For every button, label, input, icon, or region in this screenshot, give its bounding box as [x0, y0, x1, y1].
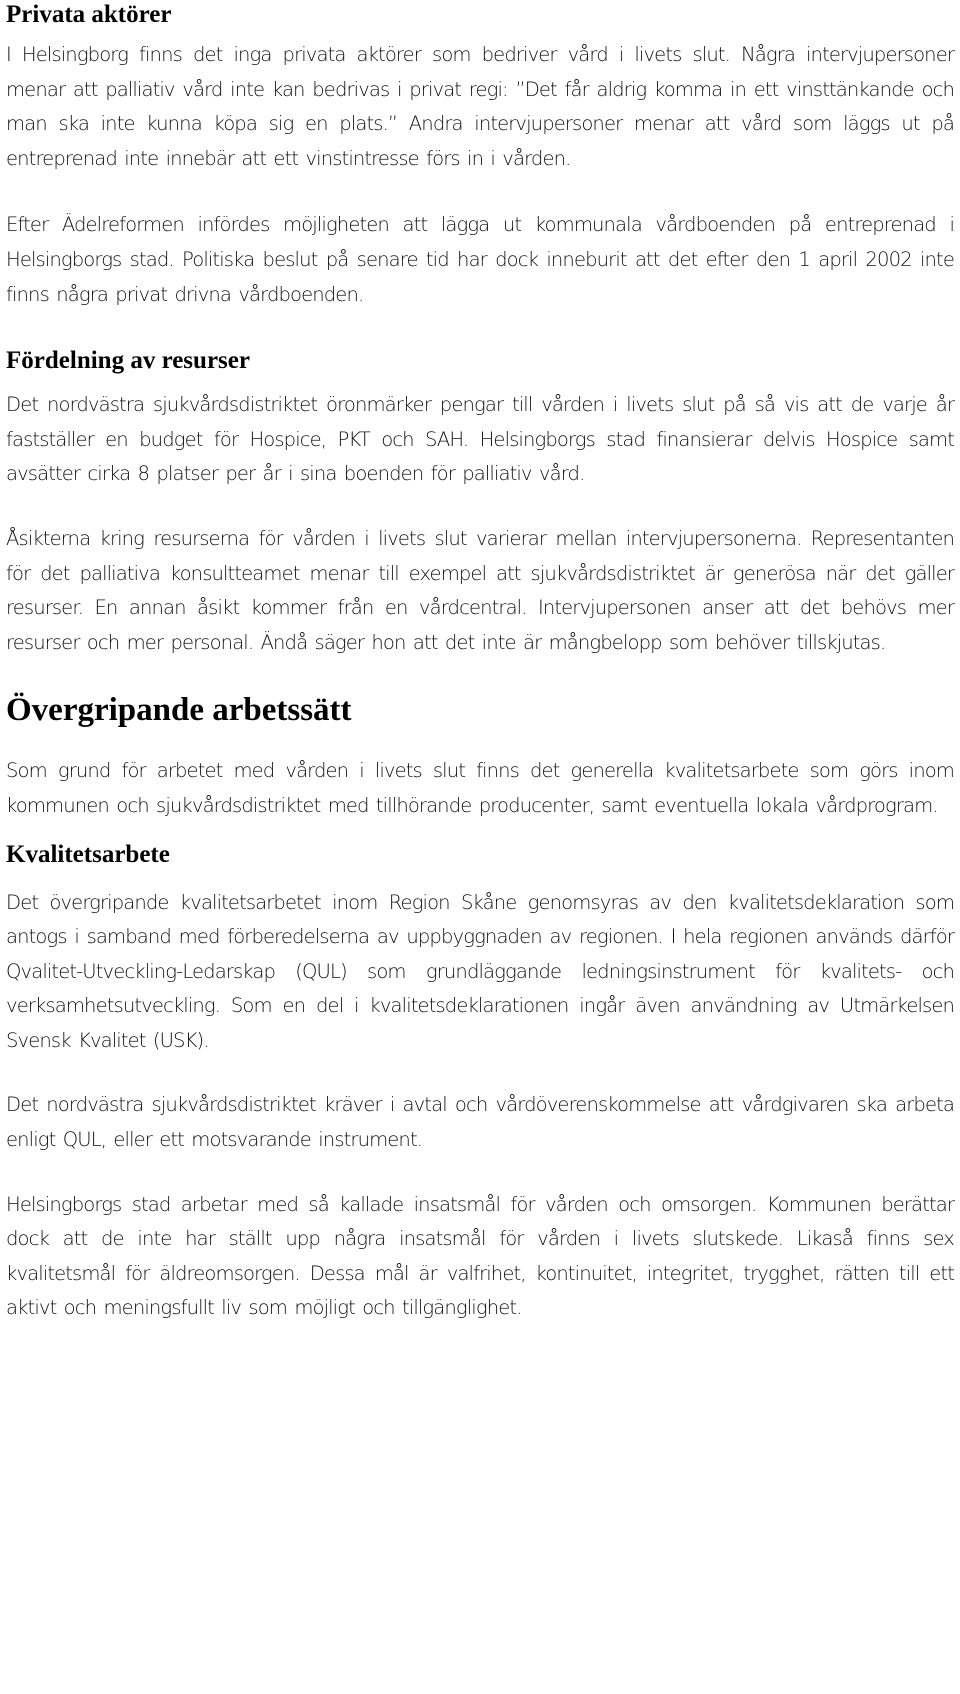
section-heading: Fördelning av resurser	[6, 347, 250, 375]
paragraph: Efter Ädelreformen infördes möjligheten att lägga ut kommunala vårdboenden på entreprenad i Helsingborgs stad. Politiska beslut på senare tid har dock inneburit att det efter den 1 april 2002 inte finns några privat drivna vårdboenden.	[6, 213, 954, 306]
section-kvalitetsarbete	[6, 840, 954, 1327]
section-heading: Kvalitetsarbete	[6, 840, 170, 868]
section-privata-aktorer	[6, 0, 954, 312]
section-fordelning-av-resurser	[6, 346, 954, 660]
paragraph: Helsingborgs stad arbetar med så kallade insatsmål för vården och omsorgen. Kommunen berättar dock att de inte har ställt upp några insatsmål för vården i livets slutskede. Likaså finns sex kvalitetsmål för äldreomsorgen. Dessa mål är valfrihet, kontinuitet, integritet, trygghet, rätten till ett aktivt och meningsfullt liv som möjligt och tillgänglighet.	[6, 1192, 954, 1320]
section-overgripande-arbetssatt	[6, 690, 954, 823]
section-heading: Privata aktörer	[6, 1, 172, 28]
paragraph: I Helsingborg finns det inga privata aktörer som bedriver vård i livets slut. Några intervjupersoner menar att palliativ vård inte kan bedrivas i privat regi: ”Det får aldrig komma in ett vinsttänkande och man ska inte kunna köpa sig en plats.” Andra intervjupersoner menar att vård som läggs ut på entreprenad inte innebär att ett vinstintresse förs in i vården.	[6, 43, 954, 170]
paragraph: Det övergripande kvalitetsarbetet inom Region Skåne genomsyras av den kvalitetsdeklaration som antogs i samband med förberedelserna av uppbyggnaden av regionen. I hela regionen används därför Qvalitet-Utveckling-Ledarskap (QUL) som grundläggande ledningsinstrument för kvalitets- och verksamhetsutveckling. Som en del i kvalitetsdeklarationen ingår även användning av Utmärkelsen Svensk Kvalitet (USK).	[6, 890, 954, 1052]
paragraph: Det nordvästra sjukvårdsdistriktet kräver i avtal och vårdöverenskommelse att vårdgivaren ska arbeta enligt QUL, eller ett motsvarande instrument.	[6, 1093, 954, 1152]
section-heading: Övergripande arbetssätt	[6, 692, 352, 729]
paragraph: Som grund för arbetet med vården i livets slut finns det generella kvalitetsarbete som görs inom kommunen och sjukvårdsdistriktet med tillhörande producenter, samt eventuella lokala vårdprogram.	[6, 759, 954, 817]
paragraph: Det nordvästra sjukvårdsdistriktet öronmärker pengar till vården i livets slut på så vis att de varje år fastställer en budget för Hospice, PKT och SAH. Helsingborgs stad finansierar delvis Hospice samt avsätter cirka 8 platser per år i sina boenden för palliativ vård.	[6, 393, 954, 486]
paragraph: Åsikterna kring resurserna för vården i livets slut varierar mellan intervjupersonerna. Representanten för det palliativa konsultteamet menar till exempel att sjukvårdsdistriktet är generösa när det gäller resurser. En annan åsikt kommer från en vårdcentral. Intervjupersonen anser att det behövs mer resurser och mer personal. Ändå säger hon att det inte är mångbelopp som behöver tillskjutas.	[6, 526, 954, 654]
